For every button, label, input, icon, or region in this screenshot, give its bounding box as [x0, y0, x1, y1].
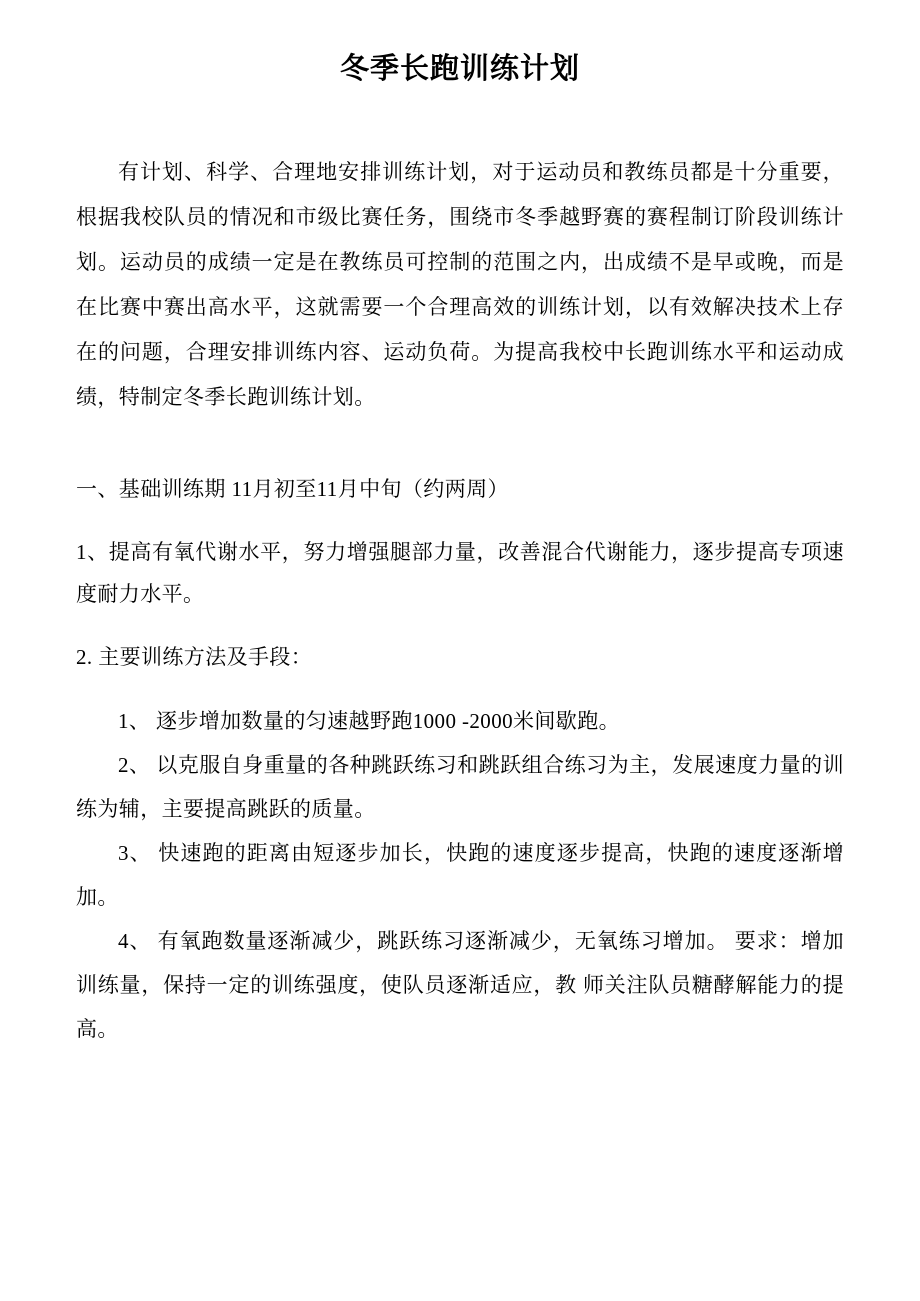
section-heading-basic-training: 一、基础训练期 11月初至11月中旬（约两周） [76, 476, 509, 501]
list-item: 4、 有氧跑数量逐渐减少，跳跃练习逐渐减少，无氧练习增加。 要求：增加训练量，保持一定的训练强度，使队员逐渐适应，教 师关注队员糖酵解能力的提高。 [76, 928, 844, 1041]
intro-paragraph: 有计划、科学、合理地安排训练计划，对于运动员和教练员都是十分重要，根据我校队员的情况和市级比赛任务，围绕市冬季越野赛的赛程制订阶段训练计划。运动员的成绩一定是在教练员可控制的范围之内，出成绩不是早或晚，而是在比赛中赛出高水平，这就需要一个合理高效的训练计划，以有效解决技术上存在的问题，合理安排训练内容、运动负荷。为提高我校中长跑训练水平和运动成绩，特制定冬季长跑训练计划。 [76, 159, 844, 409]
list-item: 3、 快速跑的距离由短逐步加长，快跑的速度逐步提高，快跑的速度逐渐增加。 [76, 840, 844, 909]
list-item: 2、 以克服自身重量的各种跳跃练习和跳跃组合练习为主，发展速度力量的训练为辅，主要提高跳跃的质量。 [76, 752, 844, 821]
methods-list [76, 699, 844, 1051]
list-item: 1、 逐步增加数量的匀速越野跑1000 -2000米间歇跑。 [118, 708, 620, 733]
page-title: 冬季长跑训练计划 [339, 51, 580, 85]
list-item-methods-label: 2. 主要训练方法及手段： [76, 644, 313, 669]
list-item-goal: 1、提高有氧代谢水平，努力增强腿部力量，改善混合代谢能力，逐步提高专项速度耐力水平。 [76, 539, 844, 606]
